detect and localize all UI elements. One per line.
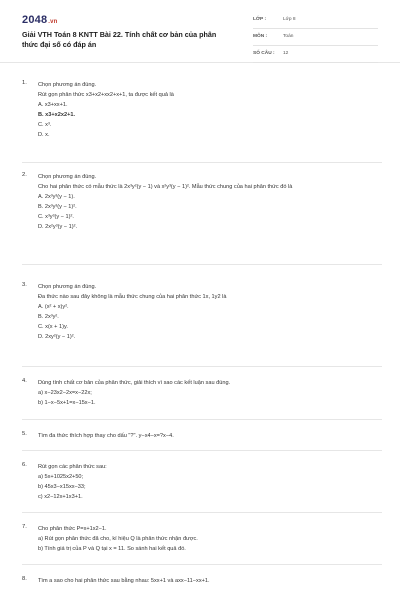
option-a: A. (x² + x)y². <box>38 304 69 310</box>
question-divider <box>22 419 382 420</box>
option-a: A. 2x³y³(y − 1). <box>38 194 75 200</box>
document-meta <box>253 14 378 65</box>
question-divider <box>22 162 382 163</box>
site-logo[interactable] <box>22 14 58 26</box>
meta-label: LỚP : <box>253 17 267 22</box>
meta-value: 12 <box>283 51 289 56</box>
meta-row-subject <box>253 31 378 46</box>
question-line: Tìm a sao cho hai phân thức sau bằng nhau: 5xx+1 và axx−11−xx+1. <box>38 578 210 584</box>
question-body <box>38 431 378 441</box>
question-divider <box>22 264 382 265</box>
option-c: C. x(x + 1)y. <box>38 324 68 330</box>
question-line: Đa thức nào sau đây không là mẫu thức chung của hai phân thức 1x, 1y2 là <box>38 294 227 300</box>
option-c: C. x³. <box>38 122 52 128</box>
question-number: 8. <box>22 576 27 582</box>
option-d: D. 2x²y³(y − 1)². <box>38 224 78 230</box>
option-d: D. x. <box>38 132 50 138</box>
question-divider <box>22 366 382 367</box>
option-b: B. 2x³y³(y − 1)². <box>38 204 77 210</box>
question-line: a) 5x+1025x2+50; <box>38 474 84 480</box>
question-number: 3. <box>22 282 27 288</box>
meta-label: SỐ CÂU : <box>253 51 275 56</box>
question-line: a) x−23x2−2x=x−22x; <box>38 390 92 396</box>
page-header <box>0 0 400 63</box>
option-b: B. 2x³y². <box>38 314 59 320</box>
question-line: b) 45x3−x15xx−33; <box>38 484 86 490</box>
question-number: 2. <box>22 172 27 178</box>
logo-suffix: .vn <box>48 19 58 25</box>
question-body <box>38 172 378 232</box>
question-number: 6. <box>22 462 27 468</box>
question-body <box>38 576 378 586</box>
meta-row-question-count <box>253 48 378 63</box>
question-line: Cho phân thức P=x+1x2−1. <box>38 526 107 532</box>
question-divider <box>22 450 382 451</box>
question-line: b) Tính giá trị của P và Q tại x = 11. So sánh hai kết quả đó. <box>38 546 186 552</box>
question-body <box>38 524 378 554</box>
question-line: c) x2−12x+1x3+1. <box>38 494 83 500</box>
question-body <box>38 378 378 408</box>
question-body <box>38 462 378 502</box>
question-line: Cho hai phân thức có mẫu thức là 2x³y²(y − 1) và x²y³(y − 1)². Mẫu thức chung của hai phân thức đó là <box>38 184 293 190</box>
question-line: Rút gọn phân thức x3+x2+xx2+x+1, ta được kết quả là <box>38 92 174 98</box>
question-line: Chọn phương án đúng. <box>38 284 97 290</box>
question-line: a) Rút gọn phân thức đã cho, kí hiệu Q là phân thức nhận được. <box>38 536 198 542</box>
option-c: C. x³y³(y − 1)². <box>38 214 74 220</box>
question-body <box>38 80 378 140</box>
question-number: 7. <box>22 524 27 530</box>
question-line: Chọn phương án đúng. <box>38 82 97 88</box>
question-line: Chọn phương án đúng. <box>38 174 97 180</box>
meta-label: MÔN : <box>253 34 268 39</box>
document-title: Giải VTH Toán 8 KNTT Bài 22. Tính chất cơ bản của phân thức đại số có đáp án <box>22 30 217 49</box>
option-b: B. x3+x2x2+1. <box>38 112 76 118</box>
question-line: b) 1−x−5x+1=x−15x−1. <box>38 400 96 406</box>
question-number: 4. <box>22 378 27 384</box>
meta-value: Lớp 8 <box>283 17 296 22</box>
question-divider <box>22 512 382 513</box>
question-number: 1. <box>22 80 27 86</box>
logo-text: 2048 <box>22 14 48 26</box>
question-line: Tìm đa thức thích hợp thay cho dấu "?". y−x4−x=?x−4. <box>38 433 174 439</box>
question-number: 5. <box>22 431 27 437</box>
question-body <box>38 282 378 342</box>
option-a: A. x3+xx+1. <box>38 102 68 108</box>
meta-row-class <box>253 14 378 29</box>
question-line: Dùng tính chất cơ bản của phân thức, giải thích vì sao các kết luận sau đúng. <box>38 380 231 386</box>
question-line: Rút gọn các phân thức sau: <box>38 464 107 470</box>
meta-value: Toán <box>283 34 294 39</box>
question-divider <box>22 564 382 565</box>
option-d: D. 2xy²(y − 1)². <box>38 334 76 340</box>
